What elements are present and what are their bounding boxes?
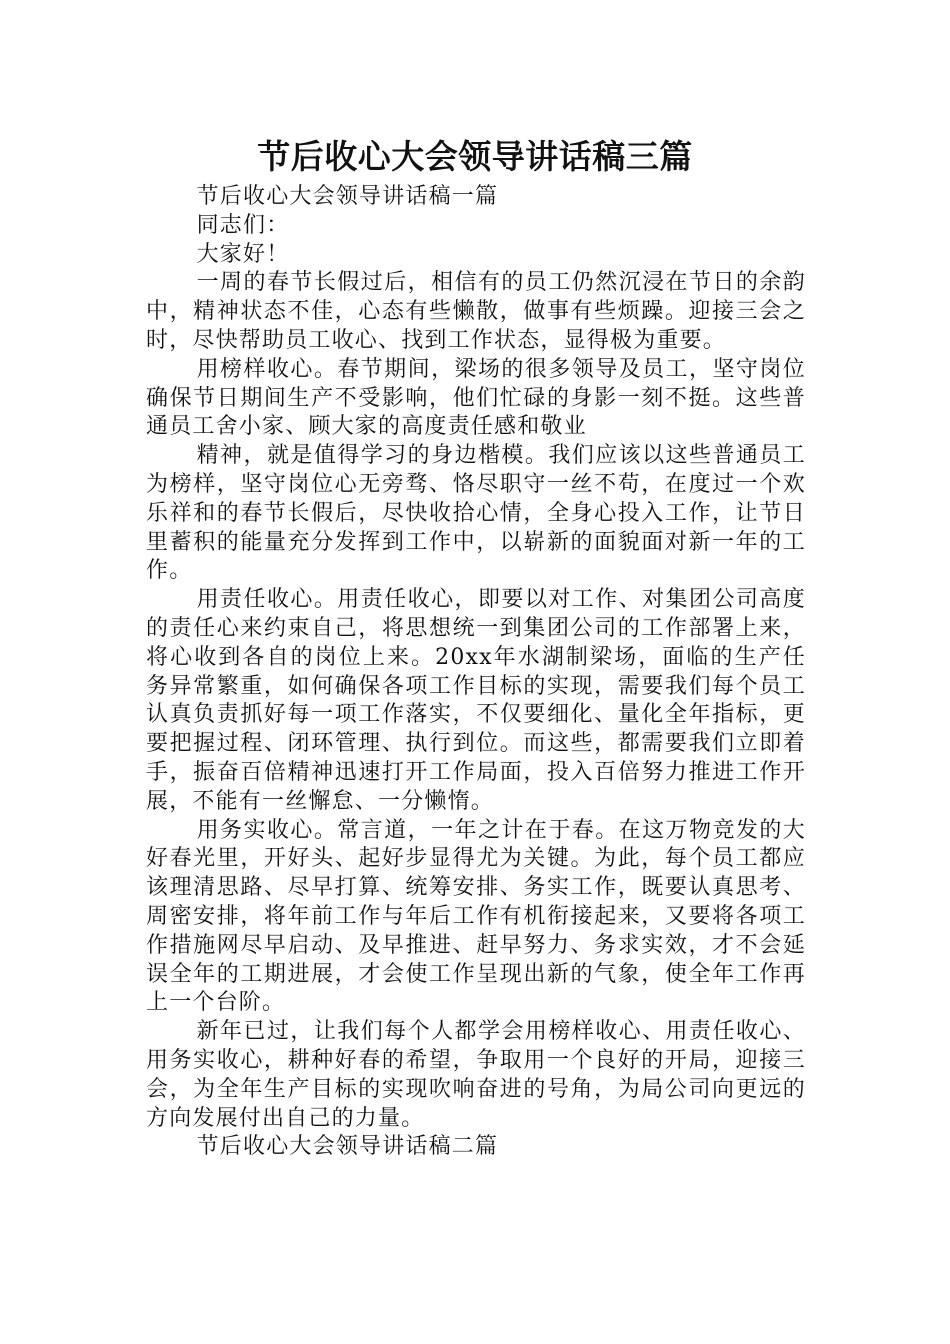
document-title: 节后收心大会领导讲话稿三篇 (257, 137, 693, 176)
document-body (146, 183, 806, 1162)
section-heading-2: 节后收心大会领导讲话稿二篇 (196, 1134, 499, 1160)
paragraph-role-model: 用榜样收心。春节期间，梁场的很多领导及员工，坚守岗位确保节日期间生产不受影响，他们忙碌的身影一刻不挺。这些普通员工舍小家、顾大家的高度责任感和敬业 (146, 356, 806, 440)
greeting: 大家好！ (196, 241, 290, 267)
paragraph-responsibility: 用责任收心。用责任收心，即要以对工作、对集团公司高度的责任心来约束自己，将思想统一到集团公司的工作部署上来，将心收到各自的岗位上来。20xx年水湖制梁场，面临的生产任务异常繁重，如何确保各项工作目标的实现，需要我们每个员工认真负责抓好每一项工作落实，不仅要细化、量化全年指标，更要把握过程、闭环管理、执行到位。而这些，都需要我们立即着手，振奋百倍精神迅速打开工作局面，投入百倍努力推进工作开展，不能有一丝懈怠、一分懒惰。 (146, 587, 806, 814)
paragraph-intro: 一周的春节长假过后，相信有的员工仍然沉浸在节日的余韵中，精神状态不佳，心态有些懒散，做事有些烦躁。迎接三会之时，尽快帮助员工收心、找到工作状态，显得极为重要。 (146, 270, 806, 353)
section-heading-1: 节后收心大会领导讲话稿一篇 (196, 184, 499, 209)
paragraph-pragmatism: 用务实收心。常言道，一年之计在于春。在这万物竞发的大好春光里，开好头、起好步显得尤为关键。为此，每个员工都应该理清思路、尽早打算、统筹安排、务实工作，既要认真思考、周密安排，将年前工作与年后工作有机衔接起来，又要将各项工作措施网尽早启动、及早推进、赶早努力、务求实效，才不会延误全年的工期进展，才会使工作呈现出新的气象，使全年工作再上一个台阶。 (146, 817, 806, 1016)
paragraph-conclusion: 新年已过，让我们每个人都学会用榜样收心、用责任收心、用务实收心，耕种好春的希望，争取用一个良好的开局，迎接三会，为全年生产目标的实现吹响奋进的号角，为局公司向更远的方向发展付出自己的力量。 (146, 1019, 806, 1131)
salutation: 同志们： (196, 212, 290, 238)
paragraph-role-model-continued: 精神，就是值得学习的身边楷模。我们应该以这些普通员工为榜样，坚守岗位心无旁骛、恪尽职守一丝不苟，在度过一个欢乐祥和的春节长假后，尽快收拾心情，全身心投入工作，让节日里蓄积的能量充分发挥到工作中，以崭新的面貌面对新一年的工作。 (146, 443, 806, 584)
